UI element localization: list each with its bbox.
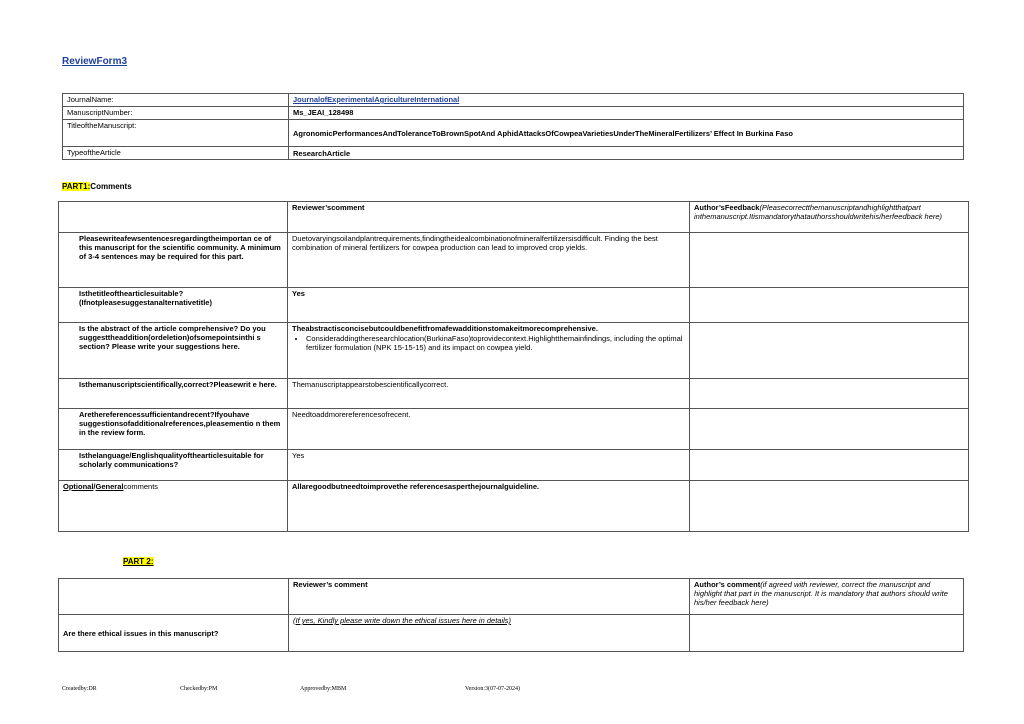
part2-ethics-table [58, 578, 964, 652]
part1-label-rest: Comments [90, 182, 132, 191]
part2-header-row [59, 579, 964, 615]
comment-abstract-bullet: • Consideraddingtheresearchlocation(BurkinaFaso)toprovidecontext.Highlightthemainfindings, including the optimal fertilizer formulation (NPK 15-15-15) and its impact on cowpea yield. [306, 334, 685, 352]
table-row [59, 323, 969, 379]
feedback-scientific[interactable] [690, 379, 969, 409]
feedback-title[interactable] [690, 288, 969, 323]
question-scientific: Isthemanuscriptscientifically,correct?Pleasewrit e here. [59, 379, 288, 409]
part1-label-highlight: PART1: [62, 182, 91, 191]
feedback-ethics[interactable] [690, 615, 964, 652]
table-row [59, 450, 969, 481]
part1-header-author-bold: Author’sFeedback [694, 203, 760, 212]
part1-label [62, 182, 132, 191]
part2-header-reviewer: Reviewer’s comment [289, 579, 690, 615]
question-ethics: Are there ethical issues in this manuscript? [59, 615, 289, 652]
table-row [59, 615, 964, 652]
footer-created: Createdby:DR [62, 686, 97, 692]
optional-separator: / [93, 482, 96, 491]
feedback-language[interactable] [690, 450, 969, 481]
manuscript-number-row [63, 107, 964, 120]
manuscript-number-value: Ms_JEAI_128498 [289, 107, 964, 120]
article-type-label: TypeoftheArticle [63, 147, 289, 160]
part1-header-empty [59, 202, 288, 233]
manuscript-title-value: AgronomicPerformancesAndToleranceToBrownSpotAnd AphidAttacksOfCowpeaVarietiesUnderTheMineralFertilizers’ Effect In Burkina Faso [289, 120, 964, 147]
feedback-abstract[interactable] [690, 323, 969, 379]
manuscript-title-row [63, 120, 964, 147]
part1-header-author-italic: (Pleasecorrectthemanuscriptandhighlightthatpart inthemanuscript.Itismandatorythatauthorsshouldwritehis/herfeedback here) [694, 203, 943, 221]
footer-version: Version:3(07-07-2024) [465, 686, 520, 692]
comment-references: Needtoaddmorereferencesofrecent. [288, 409, 690, 450]
part1-header-reviewer: Reviewer’scomment [288, 202, 690, 233]
table-row [59, 409, 969, 450]
optional-label: Optional [63, 482, 94, 491]
form-title[interactable]: ReviewForm3 [62, 56, 128, 67]
comment-scientific: Themanuscriptappearstobescientificallycorrect. [288, 379, 690, 409]
part2-header-author-bold: Author’s comment [694, 580, 761, 589]
journal-label: JournalName: [63, 94, 289, 107]
feedback-importance[interactable] [690, 233, 969, 288]
table-row [59, 379, 969, 409]
part2-label-highlight: PART 2: [123, 557, 154, 566]
question-references: Arethereferencessufficientandrecent?Ifyouhave suggestionsofadditionalreferences,pleasementio n them in the review form. [59, 409, 288, 450]
feedback-optional[interactable] [690, 481, 969, 532]
part1-header-author [690, 202, 969, 233]
journal-row [63, 94, 964, 107]
journal-link[interactable]: JournalofExperimentalAgricultureInternational [293, 95, 460, 104]
comment-abstract [288, 323, 690, 379]
comment-language: Yes [288, 450, 690, 481]
part2-header-author [690, 579, 964, 615]
manuscript-number-label: ManuscriptNumber: [63, 107, 289, 120]
footer-checked: Checkedby:PM [180, 686, 218, 692]
table-row [59, 481, 969, 532]
question-language: Isthelanguage/Englishqualityofthearticlesuitable for scholarly communications? [59, 450, 288, 481]
question-abstract: Is the abstract of the article comprehensive? Do you suggesttheaddition(ordeletion)ofsomepointsinthi s section? Please write your suggestions here. [59, 323, 288, 379]
table-row [59, 233, 969, 288]
part2-label [123, 557, 154, 566]
question-importance: Pleasewriteafewsentencesregardingtheimportan ce of this manuscript for the scientific community. A minimum of 3-4 sentences may be required for this part. [59, 233, 288, 288]
comment-importance: Duetovaryingsoilandplantrequirements,findingtheidealcombinationofmineralfertilizersisdifficult. Finding the best combination of mineral fertilizers for cowpea production can lead to improved crop yields. [288, 233, 690, 288]
table-row [59, 288, 969, 323]
part1-header-row [59, 202, 969, 233]
general-label: General [95, 482, 124, 491]
comment-optional: Allaregoodbutneedtoimprovethe referencesasperthejournalguideline. [288, 481, 690, 532]
comment-abstract-list [292, 334, 685, 352]
part2-header-empty [59, 579, 289, 615]
article-type-row [63, 147, 964, 160]
footer-approved: Approvedby:MBM [300, 686, 347, 692]
manuscript-title-label: TitleoftheManuscript: [63, 120, 289, 147]
comment-ethics: (If yes, Kindly please write down the ethical issues here in details) [289, 615, 690, 652]
feedback-references[interactable] [690, 409, 969, 450]
comment-abstract-summary: Theabstractisconcisebutcouldbenefitfromafewadditionstomakeitmorecomprehensive. [292, 324, 598, 333]
article-type-value: ResearchArticle [289, 147, 964, 160]
manuscript-info-table [62, 93, 964, 160]
comment-title: Yes [288, 288, 690, 323]
question-title: Isthetitleofthearticlesuitable? (Ifnotpleasesuggestanalternativetitle) [59, 288, 288, 323]
part2-header-author-italic: (if agreed with reviewer, correct the manuscript and highlight that part in the manuscript. It is mandatory that authors should write his/her feedback here) [694, 580, 948, 607]
part1-comments-table [58, 201, 969, 532]
comments-label: comments [123, 482, 159, 491]
optional-general-label [59, 481, 288, 532]
